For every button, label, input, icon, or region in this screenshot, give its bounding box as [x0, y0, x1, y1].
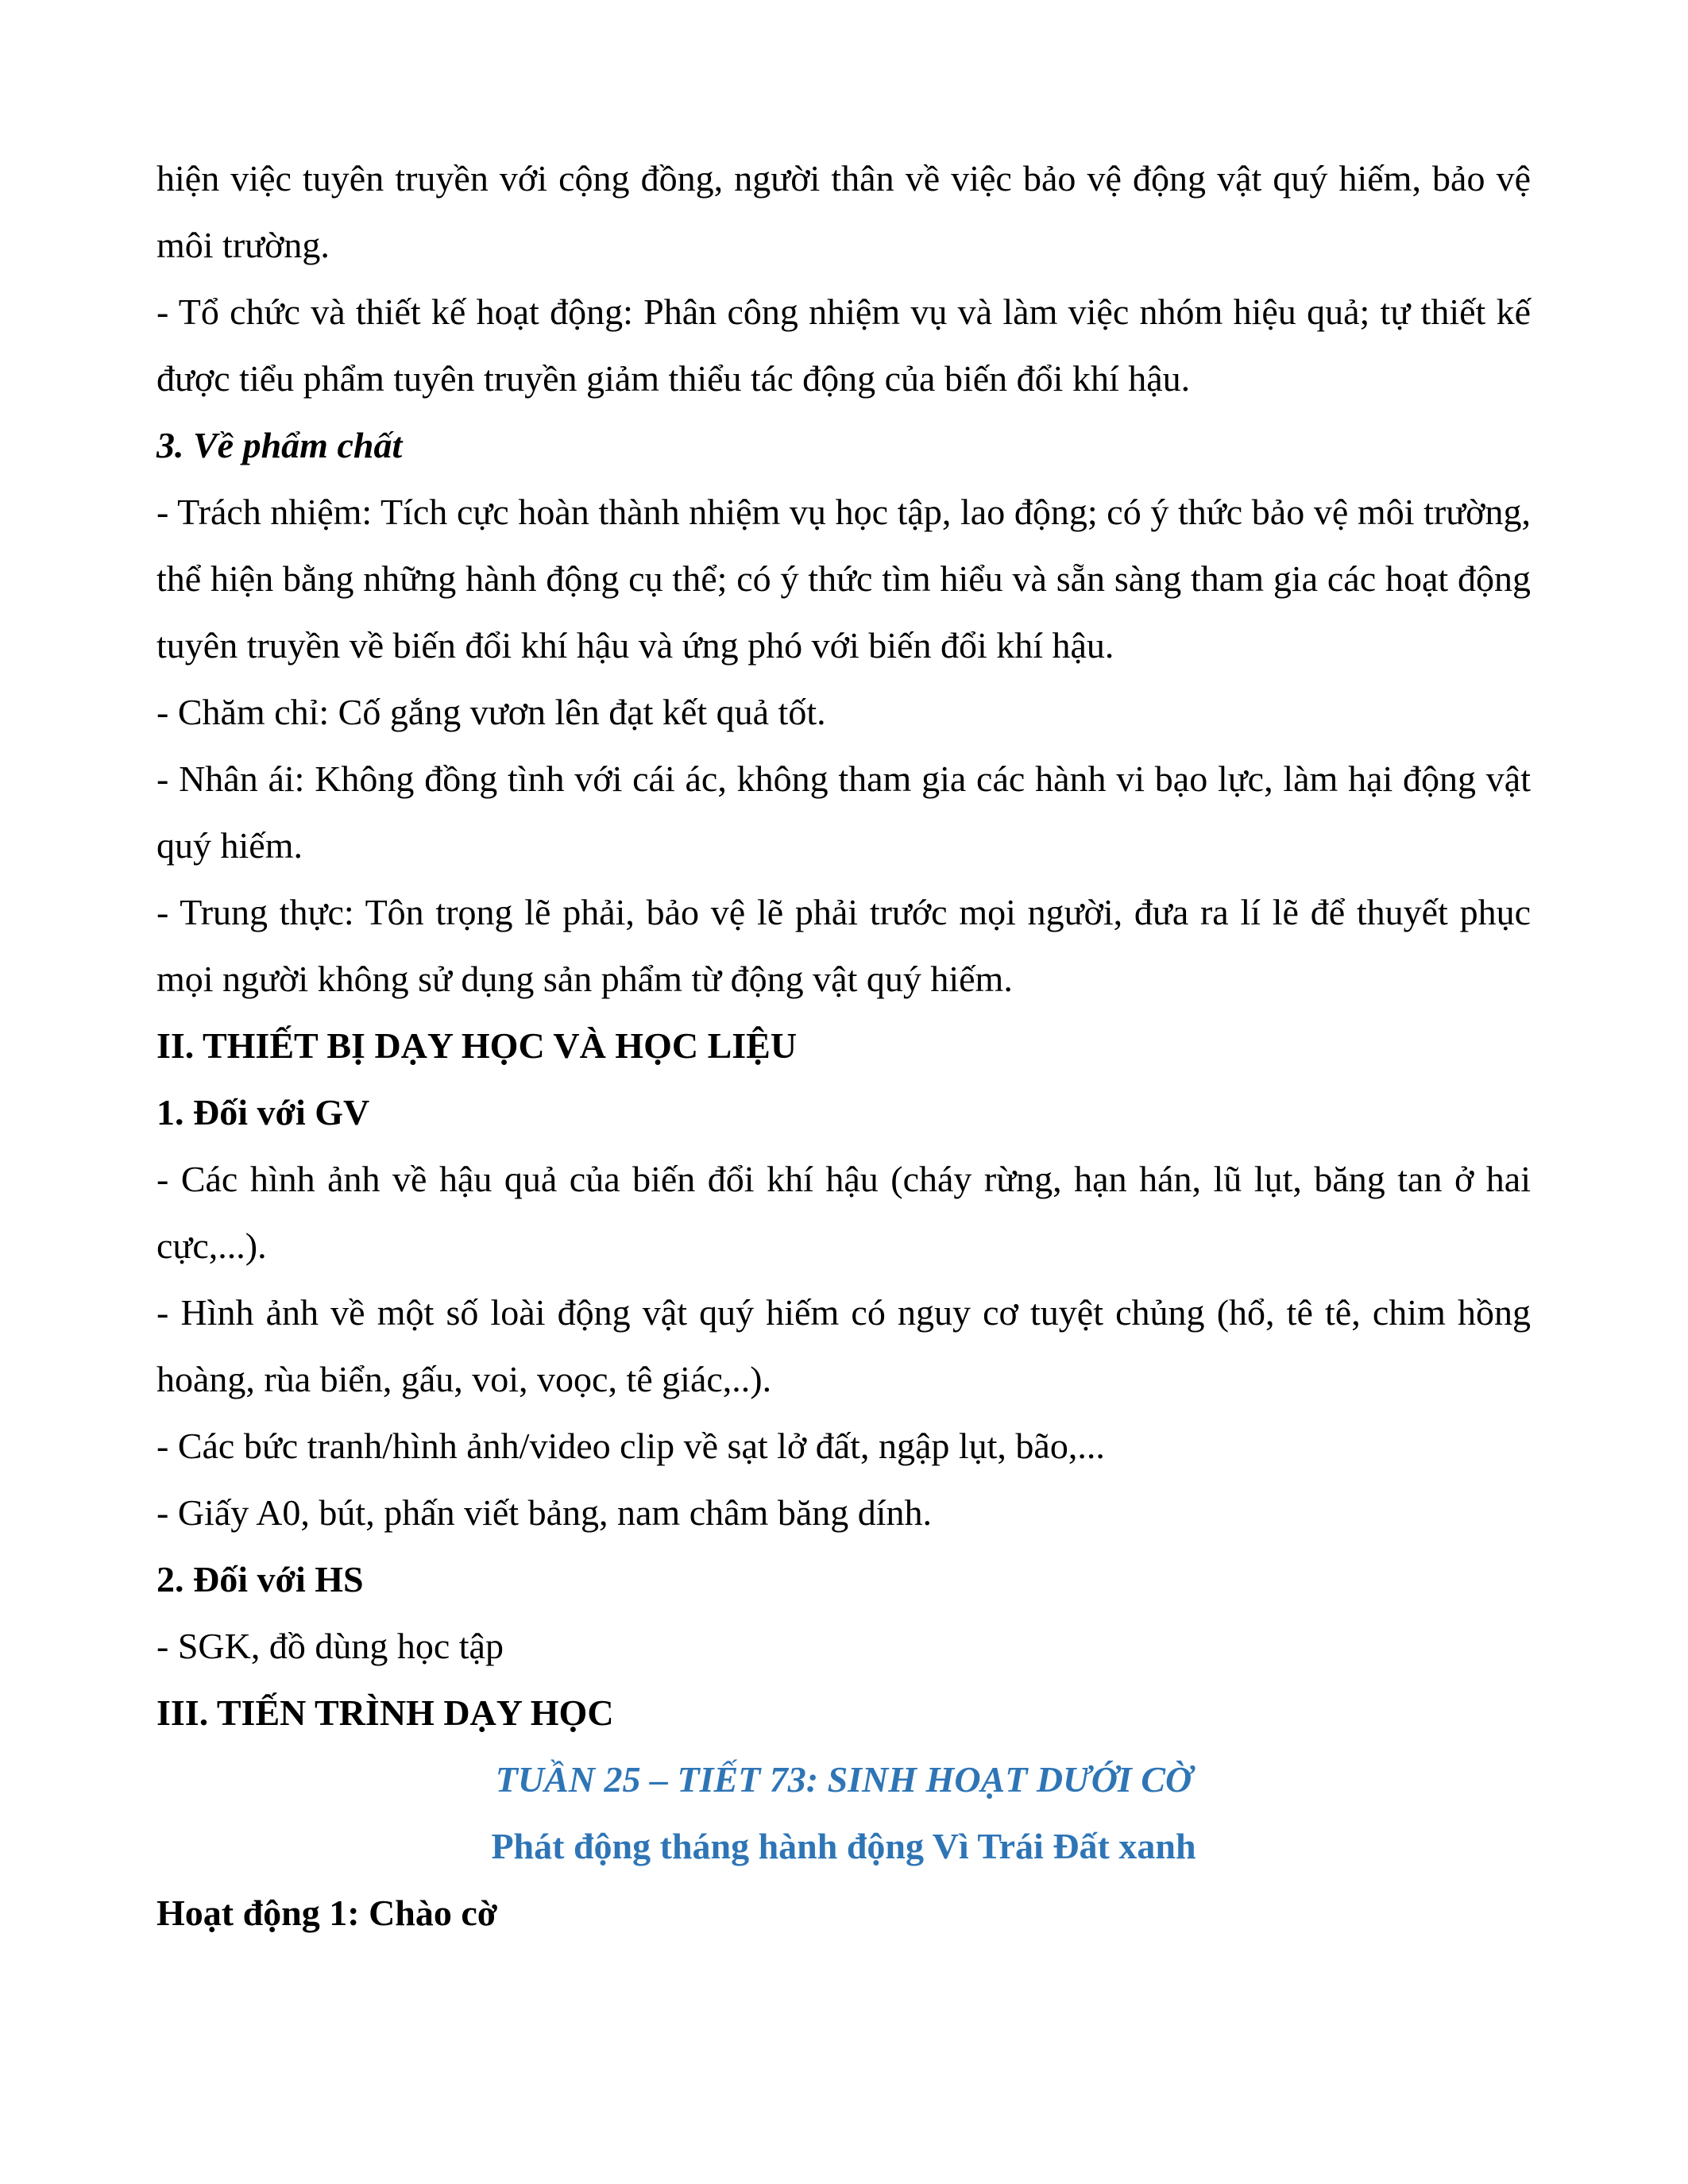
paragraph-pictures-videos: - Các bức tranh/hình ảnh/video clip về sạt lở đất, ngập lụt, bão,...	[156, 1426, 1105, 1466]
paragraph-propaganda-continuation: hiện việc tuyên truyền với cộng đồng, người thân về việc bảo vệ động vật quý hiếm, bảo vệ môi trường.	[156, 158, 1531, 265]
heading-for-students: 2. Đối với HS	[156, 1559, 364, 1599]
subheading-qualities: 3. Về phẩm chất	[156, 425, 403, 465]
document-body	[156, 145, 1531, 1947]
paragraph-responsibility: - Trách nhiệm: Tích cực hoàn thành nhiệm vụ học tập, lao động; có ý thức bảo vệ môi trường, thể hiện bằng những hành động cụ thể; có ý thức tìm hiểu và sẵn sàng tham gia các hoạt động tuyên truyền về biến đổi khí hậu và ứng phó với biến đổi khí hậu.	[156, 492, 1531, 666]
paragraph-diligence: - Chăm chỉ: Cố gắng vươn lên đạt kết quả tốt.	[156, 692, 826, 732]
heading-teaching-process: III. TIẾN TRÌNH DẠY HỌC	[156, 1692, 614, 1733]
paragraph-climate-images: - Các hình ảnh về hậu quả của biến đổi khí hậu (cháy rừng, hạn hán, lũ lụt, băng tan ở hai cực,...).	[156, 1159, 1531, 1266]
title-green-earth: Phát động tháng hành động Vì Trái Đất xanh	[491, 1826, 1196, 1866]
paragraph-student-materials: - SGK, đồ dùng học tập	[156, 1626, 504, 1666]
heading-for-teacher: 1. Đối với GV	[156, 1092, 370, 1133]
paragraph-animal-images: - Hình ảnh về một số loài động vật quý hiếm có nguy cơ tuyệt chủng (hổ, tê tê, chim hồng hoàng, rùa biển, gấu, voi, voọc, tê giác,..).	[156, 1292, 1531, 1399]
paragraph-materials: - Giấy A0, bút, phấn viết bảng, nam châm băng dính.	[156, 1492, 933, 1533]
title-week-lesson: TUẦN 25 – TIẾT 73: SINH HOẠT DƯỚI CỜ	[495, 1759, 1192, 1800]
heading-equipment: II. THIẾT BỊ DẠY HỌC VÀ HỌC LIỆU	[156, 1025, 798, 1066]
paragraph-organize-design: - Tổ chức và thiết kế hoạt động: Phân công nhiệm vụ và làm việc nhóm hiệu quả; tự thiết kế được tiểu phẩm tuyên truyền giảm thiểu tác động của biến đổi khí hậu.	[156, 291, 1531, 399]
paragraph-honesty: - Trung thực: Tôn trọng lẽ phải, bảo vệ lẽ phải trước mọi người, đưa ra lí lẽ để thuyết phục mọi người không sử dụng sản phẩm từ động vật quý hiếm.	[156, 892, 1531, 999]
heading-activity-flag-salute: Hoạt động 1: Chào cờ	[156, 1893, 498, 1933]
paragraph-kindness: - Nhân ái: Không đồng tình với cái ác, không tham gia các hành vi bạo lực, làm hại động vật quý hiếm.	[156, 758, 1531, 866]
